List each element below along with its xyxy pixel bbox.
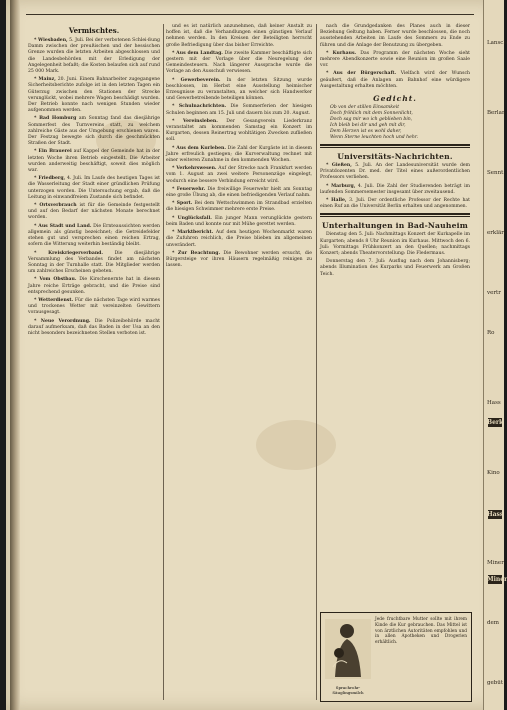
news-item (28, 224, 160, 249)
news-item (320, 198, 470, 210)
news-item (28, 116, 160, 147)
ad-caption: Sprachrohr-Säuglingsmilch (332, 685, 364, 695)
section-rule (320, 144, 470, 148)
column-2-body (166, 24, 312, 269)
news-item-lead: * Ortsverbrauch (34, 203, 77, 209)
news-item-lead: * Ein Brauerei (34, 149, 72, 155)
news-item (320, 51, 470, 70)
news-item-text: Die freiwillige Feuerwehr hielt am Sonntag eine große Übung ab, die einen befriedigenden Verlauf nahm. (166, 186, 312, 199)
news-item (166, 119, 312, 144)
ad-text: Jede fruchtbare Mutter sollte mit ihrem Kinde die Kur gebrauchen. Das Mittel ist von ärztlichen Autoritäten empfohlen und in allen Apotheken und Drogerien erhältlich. (375, 617, 467, 646)
university-news-body (320, 163, 470, 210)
news-item (320, 232, 470, 257)
news-item (166, 230, 312, 249)
news-item-text: Vielfach wird der Wunsch geäußert, daß die Anlagen am Bahnhof eine würdigere Ausgestaltung erhalten möchten. (320, 71, 470, 89)
poem-line: Ob von der stillen Einsamkeit (330, 105, 400, 111)
advertisement (320, 612, 472, 702)
news-item-lead: * Schulnachrichten. (172, 104, 227, 110)
news-item-text: Die Sommerferien der hiesigen Schulen beginnen am 15. Juli und dauern bis zum 20. August. (166, 104, 312, 116)
news-item-text: Die Polizeibehörde macht darauf aufmerksam, daß das Baden in der Usa an den nicht besonders bezeichneten Stellen verboten ist. (28, 318, 160, 336)
poem-line: Doch sag mir wo ich geblieben bin, (330, 117, 413, 123)
news-item-lead: * Halle, (326, 198, 347, 204)
news-item (166, 51, 312, 76)
news-item-text: 4. Juli. Die Zahl der Studierenden beträgt im laufenden Sommersemester insgesamt über zweitausend. (320, 183, 470, 195)
news-item-text: Für die nächsten Tage wird warmes und trockenes Wetter mit vereinzelten Gewittern vorausgesagt. (28, 297, 160, 316)
poem-line: Dem Herzen ist es wohl daher, (330, 129, 402, 135)
news-item-text: nach die Grundgedanken des Planes auch in dieser Beziehung Geltung haben. Ferner wurde beschlossen, die noch ausstehenden Arbeiten im Laufe des Sommers zu Ende zu führen und die Anlage der Benutzung zu übergeben. (320, 24, 470, 48)
column-2 (166, 24, 312, 271)
poem-line: Wenn Sterne leuchten hoch und hehr. (330, 135, 418, 141)
news-item-text: Das Programm der nächsten Woche sieht mehrere Abendkonzerte sowie eine Reunion im großen Saale vor. (320, 50, 470, 69)
poem-line: Ich bleib bei dir und geh mit dir, (330, 123, 406, 129)
news-item-lead: * Feuerwehr. (172, 186, 206, 192)
news-item (166, 216, 312, 228)
strip-fragment: Hass (487, 400, 501, 406)
news-item (320, 163, 470, 182)
mother-child-illustration (325, 619, 371, 679)
news-item (166, 24, 312, 49)
section-title: Vermischtes. (68, 26, 120, 35)
news-item-text: Donnerstag den 7. Juli: Ausflug nach dem Johannisberg; abends Illumination des Kurparks und Feuerwerk am Großen Teich. (320, 259, 470, 277)
news-item-text: und es ist natürlich anzunehmen, daß keiner Anstalt zu hoffen ist, daß die Verhandlungen einen günstigen Verlauf nehmen werden. In den Kreisen der Beteiligten herrscht große Befriedigung über das bisher Erreichte. (166, 24, 312, 48)
column-divider (316, 24, 317, 700)
strip-ad-heading-text: Miner (487, 576, 507, 583)
strip-fragment: Sennt (487, 170, 504, 176)
news-item (166, 201, 312, 213)
column-1 (28, 24, 160, 339)
news-item-lead: * Aus Stadt und Land. (34, 223, 92, 229)
page-crease (10, 0, 20, 710)
news-item (28, 176, 160, 201)
news-item-text: ist für die Gemeinde festgestellt und auf den Bedarf der nächsten Monate berechnet worden. (28, 203, 160, 221)
poem-line: Doch fröhlich mit dem Sonnenlicht, (330, 111, 413, 117)
adjacent-page-strip (483, 0, 507, 710)
strip-fragment: gebüt (487, 680, 504, 686)
strip-fragment: Berlan (487, 110, 506, 116)
column-1-body (28, 38, 160, 337)
strip-ad-heading-text: Hass (487, 511, 504, 518)
poem (320, 105, 470, 141)
news-item-lead: * Kurhaus. (326, 50, 357, 56)
newspaper-page (6, 0, 498, 710)
news-item (320, 184, 470, 196)
strip-fragment: vertr (487, 290, 501, 296)
news-item (28, 319, 160, 338)
news-item-lead: * Sport. (172, 201, 193, 207)
news-item-text: Die zweite Kammer beschäftigte sich gestern mit der Vorlage über die Neuregelung der Gemeindesteuern. Nach längerer Aussprache wurde die Vorlage an den Ausschuß verwiesen. (166, 50, 312, 75)
university-news-title: Universitäts-Nachrichten. (337, 152, 453, 162)
news-item (166, 146, 312, 165)
news-item-lead: * Marburg, (326, 183, 356, 189)
header-rule (26, 14, 474, 15)
news-item-lead: * Aus der Bürgerschaft. (326, 71, 397, 77)
news-item (166, 104, 312, 116)
news-item-text: Auf dem heutigen Wochenmarkt waren die Zufuhren reichlich, die Preise blieben im allgemeinen unverändert. (166, 230, 312, 248)
paper-stain (256, 420, 336, 470)
news-item-lead: * Gewerbeverein. (172, 77, 221, 83)
news-item (320, 24, 470, 49)
strip-ad-heading-text: Berk (487, 419, 504, 426)
news-item-lead: * Wiesbaden, (34, 38, 68, 43)
news-item-lead: * Aus dem Kurleben. (172, 145, 226, 151)
news-item-text: 5. Juli. An der Landesuniversität wurde dem Privatdozenten Dr. med. der Titel eines außerordentlichen Professors verliehen. (320, 163, 470, 181)
news-item (166, 187, 312, 199)
entertainment-body (320, 232, 470, 277)
news-item-lead: * Neue Verordnung. (34, 318, 91, 324)
news-item-text: Ein junger Mann verunglückte gestern beim Baden und konnte nur mit Mühe gerettet werden. (166, 215, 312, 227)
news-item-lead: * Marktbericht. (172, 230, 214, 236)
news-item-lead: * Unglücksfall. (172, 215, 212, 221)
poem-title: Gedicht. (373, 94, 417, 104)
news-item-lead: * Wetterdienst. (34, 297, 74, 303)
column-3 (320, 24, 470, 280)
news-item (28, 277, 160, 296)
news-item-text: Die Kirschenernte hat in diesem Jahre reiche Erträge gebracht, und die Preise sind entsprechend gesunken. (28, 277, 161, 295)
news-item (28, 38, 160, 75)
news-item (28, 149, 160, 174)
news-item-text: 20. Juni. Einem Bahnarbeiter zugegangene Sicherheitsberichte zufolge ist in den letzten Tagen ein Güterzug zwischen den Stationen der Strecke verunglückt, wobei mehrere Wagen beschädigt wurden. Der Betrieb konnte nach wenigen Stunden wieder aufgenommen werden. (28, 77, 160, 114)
news-item-text: Der Gesangverein Liederkranz veranstaltet am kommenden Samstag ein Konzert im Kurgarten, dessen Reinertrag wohltätigen Zwecken zufließen soll. (166, 118, 312, 143)
news-item-lead: * Bad Homburg (34, 116, 77, 122)
news-item-text: am Sonntag fand das diesjährige Sommerfest des Turnvereins statt, zu welchem zahlreiche Gäste aus der Umgebung erschienen waren. Der Festzug bewegte sich durch die geschmückten Straßen der Stadt. (28, 116, 160, 147)
strip-fragment: Miner (487, 560, 504, 566)
news-item (28, 77, 160, 114)
news-item-text: 5. Juli. Bei der verbotenen Schlei-ßung Damm zwischen der preußischen und der hessischen Grenze wurden die letzten Arbeiten abgeschlossen und die Landesbehörden mit der Erledigung der Angelegenheit befaßt; die Kosten belaufen sich auf rund 25 000 Mark. (28, 38, 160, 75)
section-rule (320, 213, 470, 217)
news-item-text: Die Zahl der Kurgäste ist in diesem Jahre erfreulich gestiegen; die Kurverwaltung rechnet mit einer weiteren Zunahme in den kommenden Wochen. (166, 145, 312, 164)
strip-fragment: Kino (487, 470, 500, 476)
news-item-text: Die Ernteaussichten werden allgemein als günstig bezeichnet; die Getreidefelder stehen gut und versprechen einen reichen Ertrag, sofern die Witterung weiterhin beständig bleibt. (28, 223, 160, 248)
column-3-body (320, 24, 470, 90)
news-item-lead: * Aus dem Landtag. (172, 50, 223, 56)
news-item-lead: * Kreiskriegerverband. (34, 250, 103, 256)
column-divider (163, 24, 164, 700)
news-item-lead: * Friedberg, (34, 176, 66, 182)
news-item (166, 166, 312, 185)
news-item-text: Die diesjährige Versammlung des Verbandes findet am nächsten Sonntag in der Turnhalle statt. Die Mitglieder werden um zahlreiches Erscheinen gebeten. (28, 250, 160, 275)
strip-fragment: dem (487, 620, 499, 626)
news-item (28, 203, 160, 222)
strip-fragment: Ro (487, 330, 495, 336)
news-item-lead: * Gießen, (326, 163, 352, 169)
news-item (320, 259, 470, 278)
news-item (28, 298, 160, 317)
news-item-text: auf Kappel der Gemeinde hat in der letzten Woche ihren Betrieb eingestellt. Die Arbeiter wurden anderweitig beschäftigt, soweit dies möglich war. (28, 149, 160, 174)
news-item (166, 78, 312, 103)
news-item-text: Die Bewohner werden ersucht, die Bürgersteige vor ihren Häusern regelmäßig reinigen zu lassen. (166, 250, 312, 269)
strip-fragment: erklärt (487, 230, 507, 236)
news-item-text: Dienstag den 5. Juli: Nachmittags Konzert der Kurkapelle im Kurgarten; abends 8 Uhr Reunion im Kurhaus. Mittwoch den 6. Juli: Vormittags Frühkonzert an den Quellen; nachmittags Konzert; abends Theatervorstellung: Die Fledermaus. (320, 232, 470, 257)
entertainment-title: Unterhaltungen in Bad-Nauheim (322, 221, 468, 231)
news-item-lead: * Verkehrswesen. (172, 166, 217, 172)
news-item-text: 3. Juli. Der ordentliche Professor der Rechte hat einen Ruf an die Universität Berlin erhalten und angenommen. (320, 198, 470, 210)
news-item-text: In der letzten Sitzung wurde beschlossen, im Herbst eine Ausstellung heimischer Erzeugnisse zu veranstalten, an welcher sich Handwerker und Gewerbetreibende beteiligen können. (166, 77, 312, 102)
news-item-lead: * Vereinsleben. (172, 118, 218, 124)
news-item-lead: * Zur Beachtung. (172, 250, 221, 256)
news-item (320, 71, 470, 90)
news-item-lead: * Mainz, (34, 77, 56, 83)
news-item-text: 4. Juli. Im Laufe des heutigen Tages ist die Wasserleitung der Stadt einer gründlichen Prüfung unterzogen worden. Die Untersuchung ergab, daß die Leitung in einwandfreiem Zustande sich befindet. (28, 176, 160, 200)
news-item (28, 251, 160, 276)
news-item-lead: * Vom Obstbau. (34, 277, 77, 283)
news-item-text: Bei dem Wettschwimmen im Strandbad erzielten die hiesigen Schwimmer mehrere erste Preise. (166, 201, 312, 213)
strip-fragment: Lansch (487, 40, 507, 46)
news-item-text: Auf der Strecke nach Frankfurt werden vom 1. August an zwei weitere Personenzüge eingelegt, wodurch eine bessere Verbindung erreicht wird. (166, 166, 313, 184)
news-item (166, 251, 312, 270)
